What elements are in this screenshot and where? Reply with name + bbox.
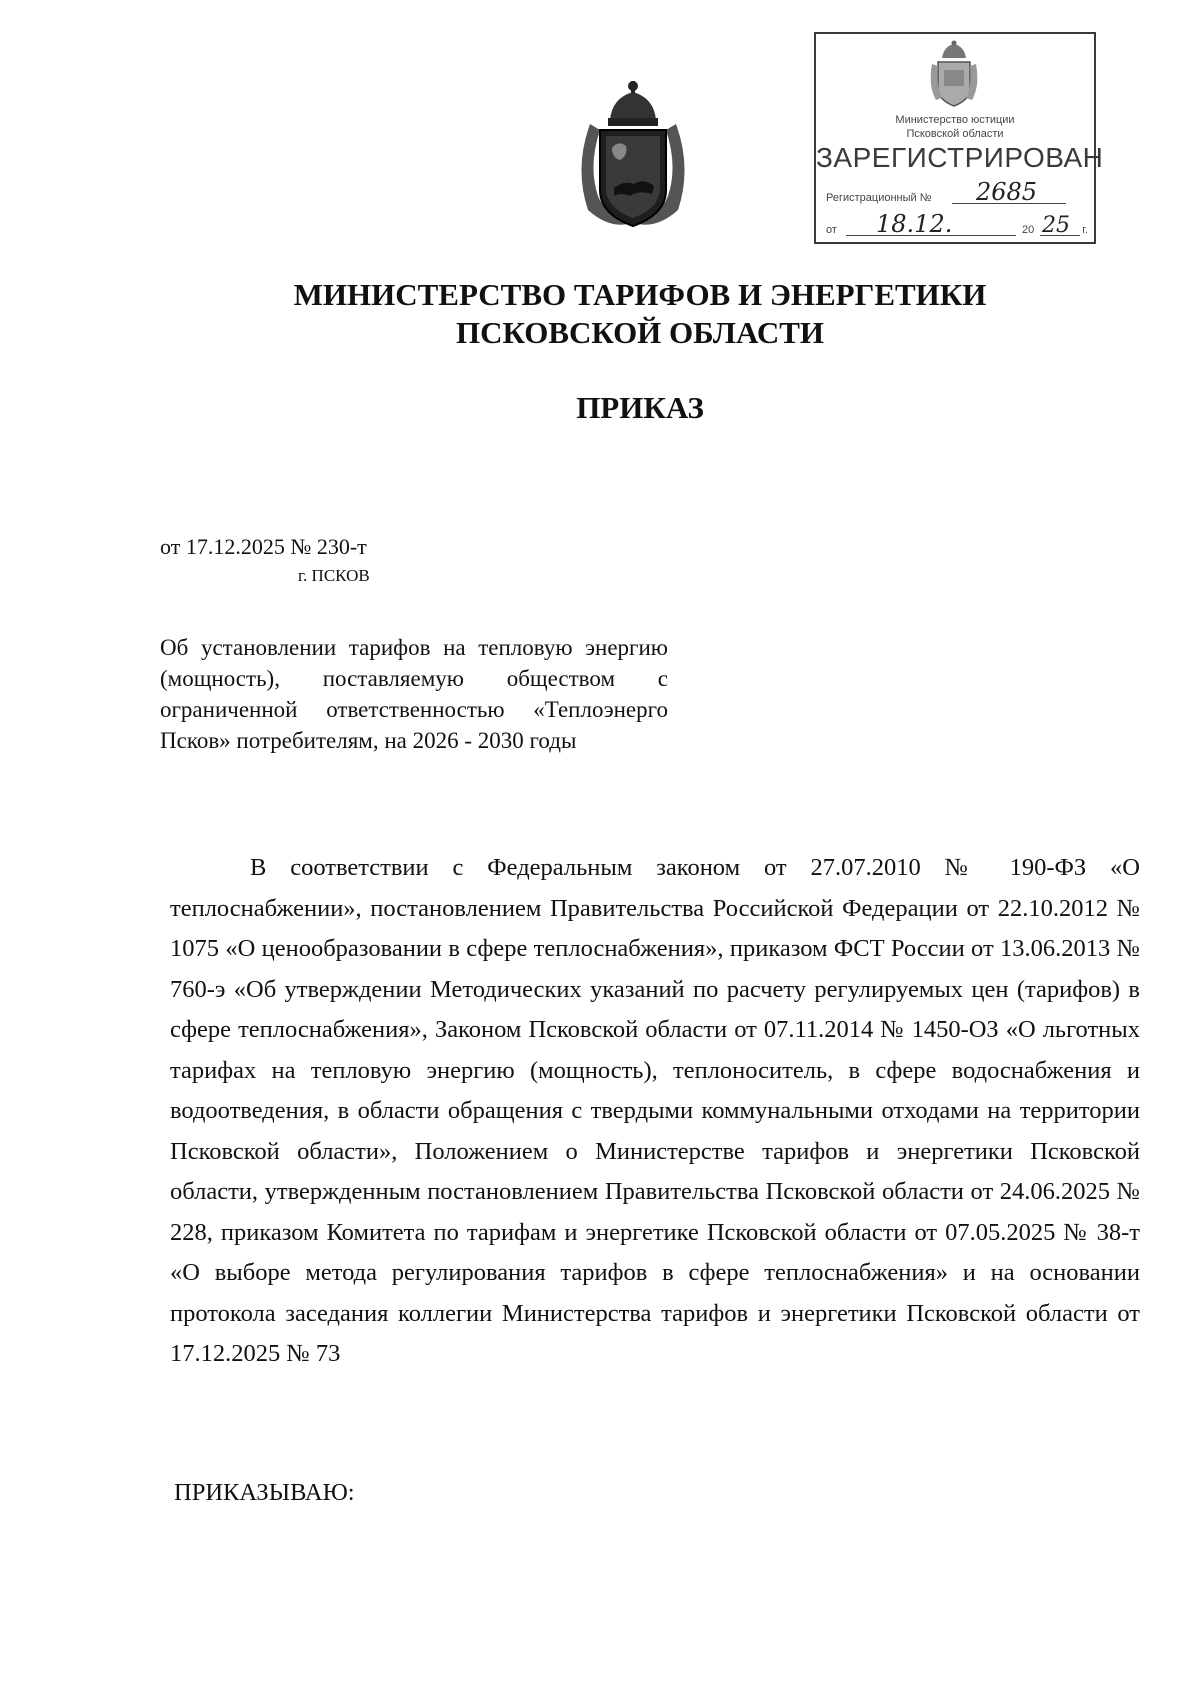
stamp-org-line1: Министерство юстиции: [895, 114, 1015, 126]
stamp-date-value: 18.12.: [876, 210, 953, 238]
order-subject: Об установлении тарифов на тепловую энергию (мощность), поставляемую обществом с ограниченной ответственностью «Теплоэнерго Псков» потребителям, на 2026 - 2030 годы: [160, 635, 668, 753]
stamp-year-suffix: г.: [1082, 224, 1088, 236]
ministry-name: [0, 276, 1200, 352]
stamp-year-prefix: 20: [1022, 224, 1035, 236]
stamp-year-value: 25: [1042, 213, 1070, 238]
order-preamble: В соответствии с Федеральным законом от 27.07.2010 № 190-ФЗ «О теплоснабжении», постановлением Правительства Российской Федерации от 22.10.2012 № 1075 «О ценообразовании в сфере теплоснабжения», приказом ФСТ России от 13.06.2013 № 760-э «Об утверждении Методических указаний по расчету регулируемых цен (тарифов) в сфере теплоснабжения», Законом Псковской области от 07.11.2014 № 1450-ОЗ «О льготных тарифах на тепловую энергию (мощность), теплоноситель, в сфере водоснабжения и водоотведения, в области обращения с твердыми коммунальными отходами на территории Псковской области», Положением о Министерстве тарифов и энергетики Псковской области, утвержденным постановлением Правительства Псковской области от 24.06.2025 № 228, приказом Комитета по тарифам и энергетике Псковской области от 07.05.2025 № 38-т «О выборе метода регулирования тарифов в сфере теплоснабжения» и на основании протокола заседания коллегии Министерства тарифов и энергетики Псковской области от 17.12.2025 № 73: [170, 854, 1140, 1367]
ministry-name-line1: МИНИСТЕРСТВО ТАРИФОВ И ЭНЕРГЕТИКИ: [293, 277, 987, 312]
stamp-emblem-icon: [928, 40, 980, 110]
decree-word: ПРИКАЗЫВАЮ:: [174, 1479, 355, 1506]
order-city: г. ПСКОВ: [298, 566, 370, 585]
stamp-reg-label: Регистрационный №: [826, 192, 932, 204]
stamp-org-line2: Псковской области: [906, 128, 1004, 140]
stamp-registration-number-row: [826, 180, 1086, 206]
document-type-title: ПРИКАЗ: [576, 390, 704, 425]
registration-stamp: [814, 32, 1104, 244]
stamp-date-row: [826, 212, 1088, 238]
stamp-status: ЗАРЕГИСТРИРОВАН: [816, 142, 1104, 173]
stamp-date-label: от: [826, 224, 837, 236]
order-date-number: от 17.12.2025 № 230-т: [160, 534, 367, 559]
stamp-reg-number: 2685: [976, 178, 1038, 206]
pskov-coat-of-arms-icon: [568, 78, 698, 236]
ministry-name-line2: ПСКОВСКОЙ ОБЛАСТИ: [455, 315, 825, 350]
